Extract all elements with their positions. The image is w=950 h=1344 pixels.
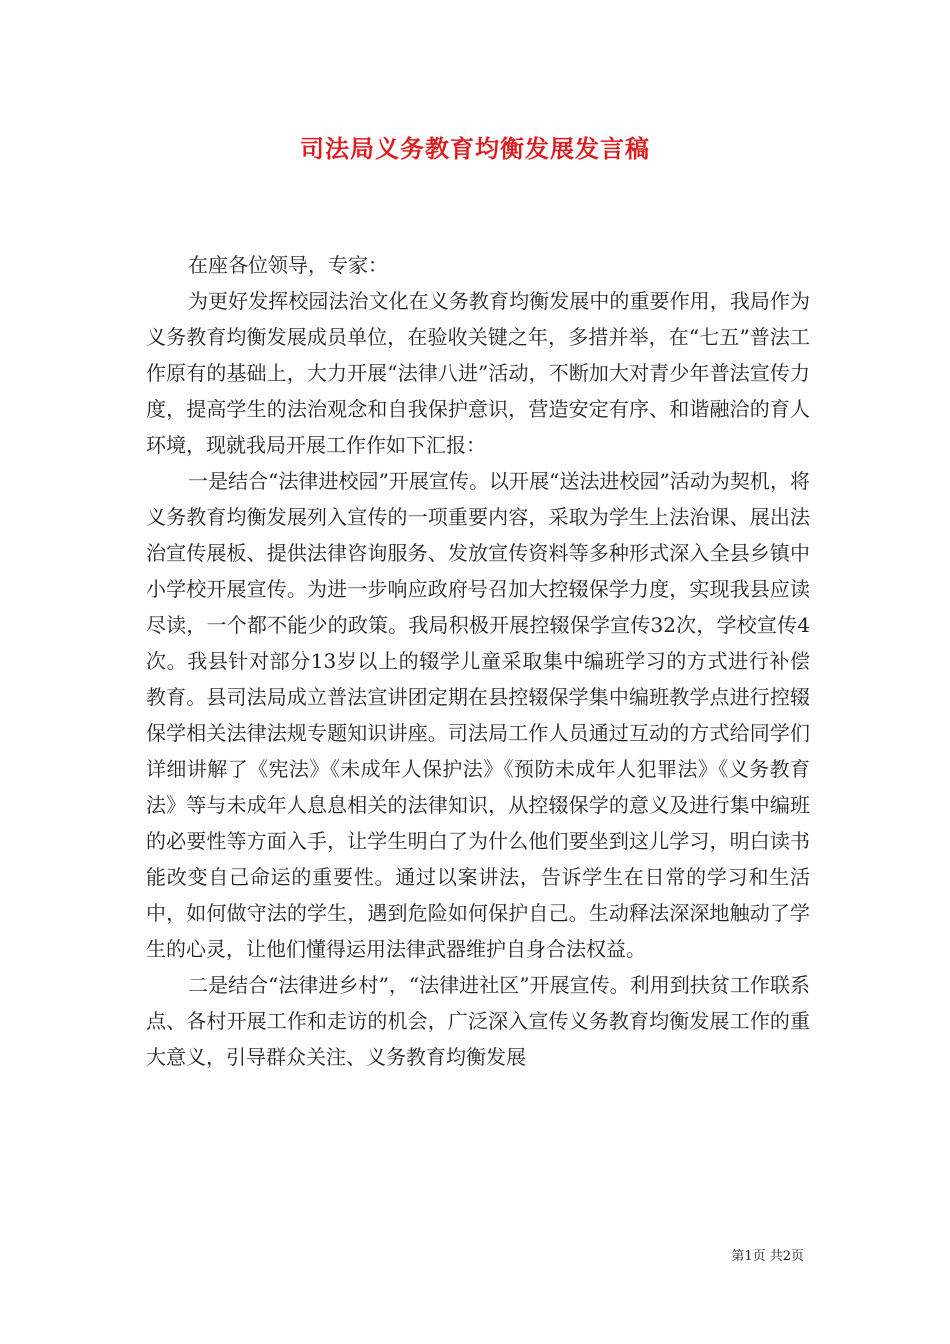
document-body [146, 247, 810, 1075]
document-title: 司法局义务教育均衡发展发言稿 [300, 134, 650, 163]
paragraph-greeting: 在座各位领导，专家： [188, 253, 388, 277]
paragraph-school: 一是结合“法律进校园”开展宣传。以开展“送法进校园”活动为契机，将义务教育均衡发展列入宣传的一项重要内容，采取为学生上法治课、展出法治宣传展板、提供法律咨询服务、发放宣传资料等多种形式深入全县乡镇中小学校开展宣传。为进一步响应政府号召加大控辍保学力度，实现我县应读尽读，一个都不能少的政策。我局积极开展控辍保学宣传32次，学校宣传4次。我县针对部分13岁以上的辍学儿童采取集中编班学习的方式进行补偿教育。县司法局成立普法宣讲团定期在县控辍保学集中编班教学点进行控辍保学相关法律法规专题知识讲座。司法局工作人员通过互动的方式给同学们详细讲解了《宪法》《未成年人保护法》《预防未成年人犯罪法》《义务教育法》等与未成年人息息相关的法律知识，从控辍保学的意义及进行集中编班的必要性等方面入手，让学生明白了为什么他们要坐到这儿学习，明白读书能改变自己命运的重要性。通过以案讲法，告诉学生在日常的学习和生活中，如何做守法的学生，遇到危险如何保护自己。生动释法深深地触动了学生的心灵，让他们懂得运用法律武器维护自身合法权益。 [146, 469, 810, 961]
paragraph-intro: 为更好发挥校园法治文化在义务教育均衡发展中的重要作用，我局作为义务教育均衡发展成员单位，在验收关键之年，多措并举，在“七五”普法工作原有的基础上，大力开展“法律八进”活动，不断加大对青少年普法宣传力度，提高学生的法治观念和自我保护意识，营造安定有序、和谐融洽的育人环境，现就我局开展工作作如下汇报： [146, 289, 810, 457]
paragraph-village: 二是结合“法律进乡村”，“法律进社区”开展宣传。利用到扶贫工作联系点、各村开展工作和走访的机会，广泛深入宣传义务教育均衡发展工作的重大意义，引导群众关注、义务教育均衡发展 [146, 973, 810, 1069]
page-number: 第1页 共2页 [731, 1249, 804, 1264]
